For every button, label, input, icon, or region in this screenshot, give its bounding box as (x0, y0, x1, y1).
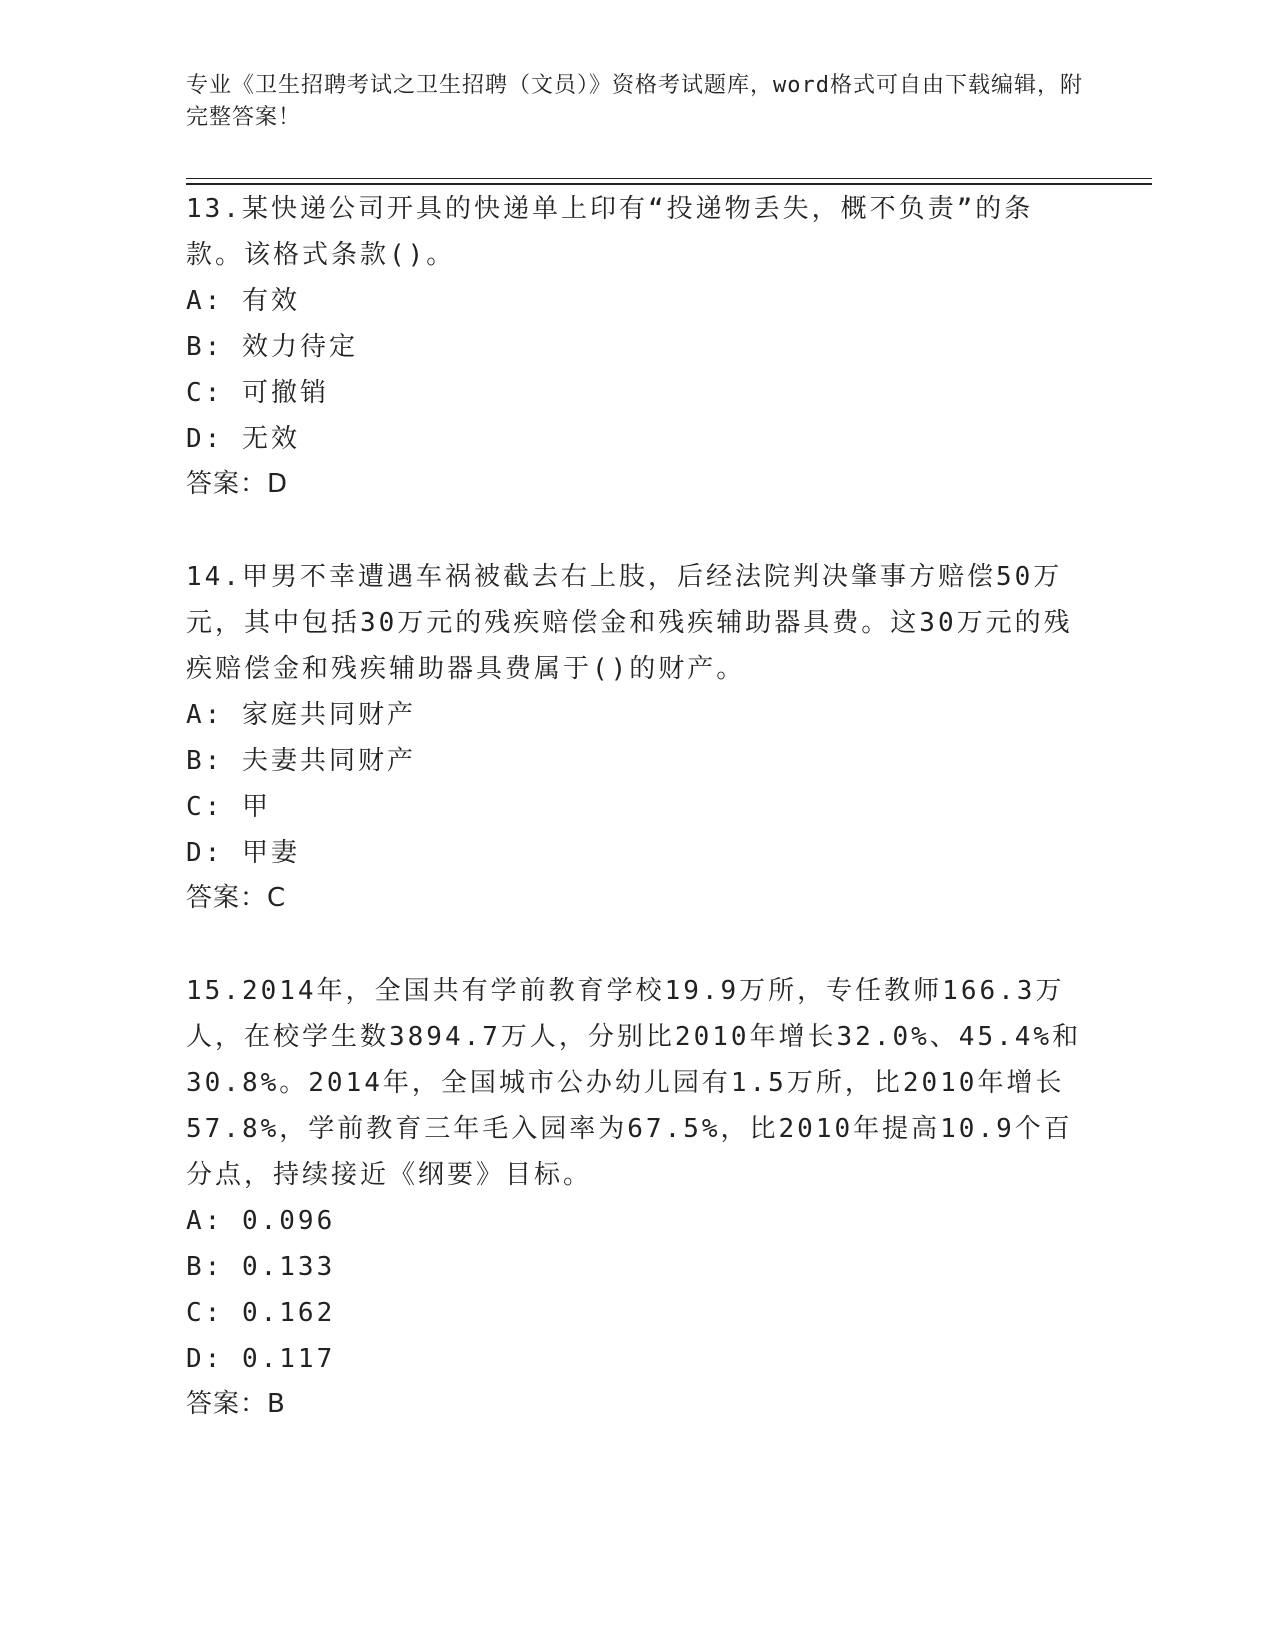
option-d: D: 0.117 (186, 1344, 336, 1374)
option-b: B: 0.133 (186, 1252, 336, 1282)
question-list (186, 186, 1086, 1474)
document-header: 专业《卫生招聘考试之卫生招聘（文员）》资格考试题库，word格式可自由下载编辑，附完整答案！ (186, 73, 1083, 130)
answer-line: 答案：D (186, 469, 289, 499)
option-b: B: 效力待定 (186, 332, 358, 362)
question-14 (186, 554, 1086, 920)
option-d: D: 无效 (186, 424, 300, 454)
option-b: B: 夫妻共同财产 (186, 746, 416, 776)
option-c: C: 0.162 (186, 1298, 336, 1328)
option-c: C: 可撤销 (186, 378, 329, 408)
option-a: A: 有效 (186, 286, 300, 316)
question-15 (186, 968, 1086, 1426)
question-text: 14.甲男不幸遭遇车祸被截去右上肢，后经法院判决肇事方赔偿50万元，其中包括30万元的残疾赔偿金和残疾辅助器具费。这30万元的残疾赔偿金和残疾辅助器具费属于()的财产。 (186, 562, 1073, 684)
option-c: C: 甲 (186, 792, 271, 822)
question-text: 15.2014年，全国共有学前教育学校19.9万所，专任教师166.3万人，在校学生数3894.7万人，分别比2010年增长32.0%、45.4%和30.8%。2014年，全国城市公办幼儿园有1.5万所，比2010年增长57.8%，学前教育三年毛入园率为67.5%，比2010年提高10.9个百分点，持续接近《纲要》目标。 (186, 976, 1082, 1190)
header-rule-thick (186, 183, 1152, 185)
header-rule-thin (186, 178, 1152, 179)
answer-line: 答案：B (186, 1389, 286, 1419)
answer-line: 答案：C (186, 883, 287, 913)
question-13 (186, 186, 1086, 506)
option-a: A: 0.096 (186, 1206, 336, 1236)
option-a: A: 家庭共同财产 (186, 700, 416, 730)
question-text: 13.某快递公司开具的快递单上印有“投递物丢失，概不负责”的条款。该格式条款()。 (186, 194, 1034, 270)
option-d: D: 甲妻 (186, 838, 300, 868)
